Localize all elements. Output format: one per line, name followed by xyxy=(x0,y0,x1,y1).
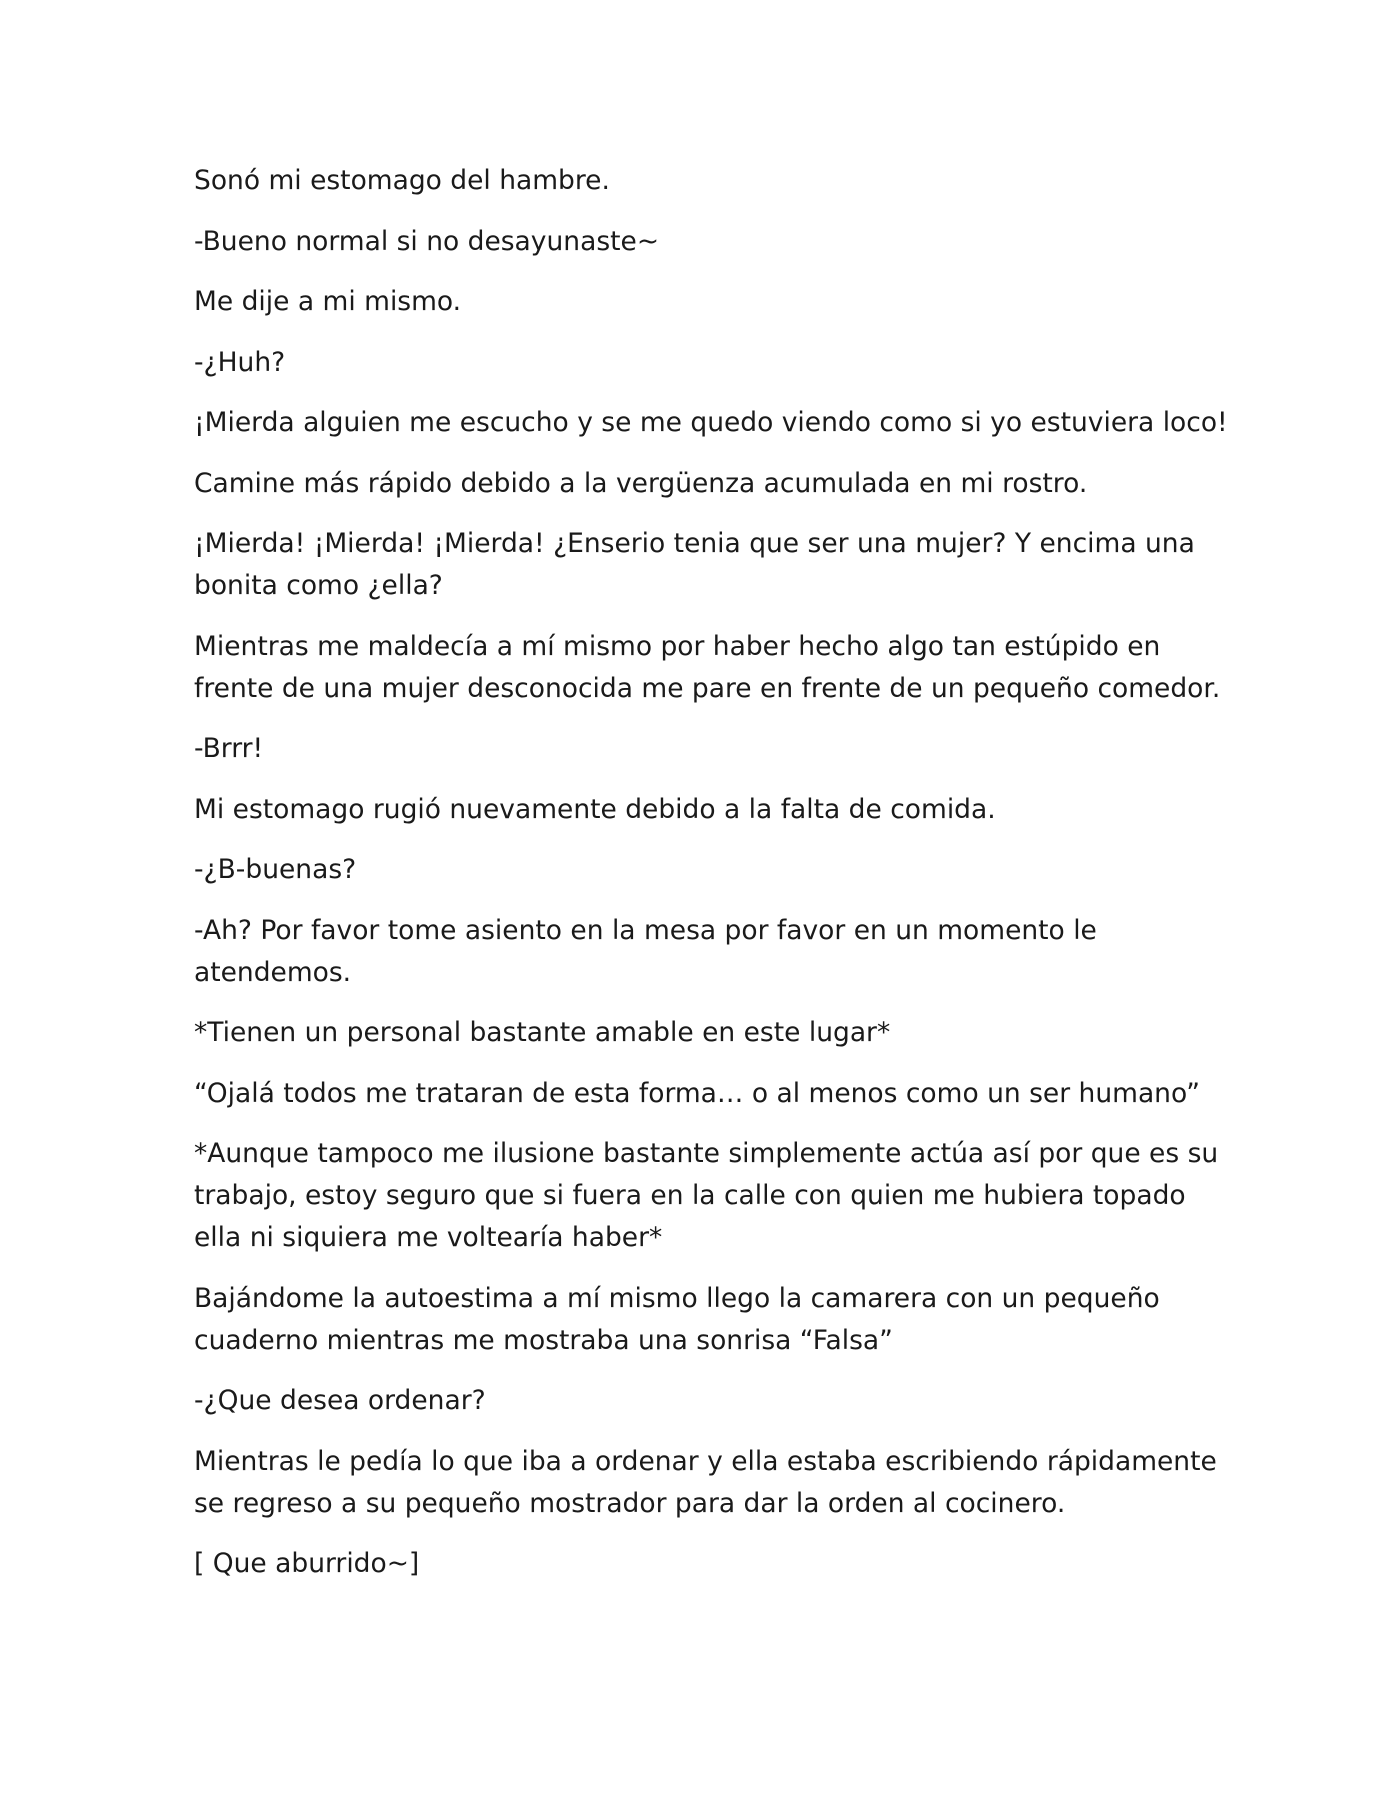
paragraph: -Brrr! xyxy=(194,733,264,764)
paragraph: Sonó mi estomago del hambre. xyxy=(194,165,610,196)
paragraph: -¿B-buenas? xyxy=(194,854,357,885)
paragraph: -Ah? Por favor tome asiento en la mesa por favor en un momento le atendemos. xyxy=(194,914,1097,988)
paragraph: Me dije a mi mismo. xyxy=(194,286,462,317)
paragraph: -¿Huh? xyxy=(194,346,286,378)
paragraph: ¡Mierda! ¡Mierda! ¡Mierda! ¿Enserio tenia que ser una mujer? Y encima una bonita como ¿ella? xyxy=(194,528,1195,601)
paragraph: [ Que aburrido~] xyxy=(194,1548,420,1579)
paragraph: -Bueno normal si no desayunaste~ xyxy=(194,225,660,257)
paragraph: *Aunque tampoco me ilusione bastante simplemente actúa así por que es su trabajo, estoy seguro que si fuera en la calle con quien me hubiera topado ella ni siquiera me voltearía haber* xyxy=(194,1138,1219,1253)
document-body xyxy=(194,160,1234,1604)
paragraph: Mi estomago rugió nuevamente debido a la falta de comida. xyxy=(194,793,996,825)
paragraph: -¿Que desea ordenar? xyxy=(194,1385,486,1416)
paragraph: ¡Mierda alguien me escucho y se me quedo viendo como si yo estuviera loco! xyxy=(194,407,1228,438)
paragraph: Bajándome la autoestima a mí mismo llego la camarera con un pequeño cuaderno mientras me mostraba una sonrisa “Falsa” xyxy=(194,1282,1160,1356)
paragraph: *Tienen un personal bastante amable en este lugar* xyxy=(194,1017,891,1048)
paragraph: Camine más rápido debido a la vergüenza acumulada en mi rostro. xyxy=(194,467,1088,499)
paragraph: Mientras me maldecía a mí mismo por haber hecho algo tan estúpido en frente de una mujer desconocida me pare en frente de un pequeño comedor. xyxy=(194,630,1221,704)
paragraph: Mientras le pedía lo que iba a ordenar y ella estaba escribiendo rápidamente se regreso a su pequeño mostrador para dar la orden al cocinero. xyxy=(194,1445,1217,1519)
paragraph: “Ojalá todos me trataran de esta forma… o al menos como un ser humano” xyxy=(194,1077,1200,1109)
